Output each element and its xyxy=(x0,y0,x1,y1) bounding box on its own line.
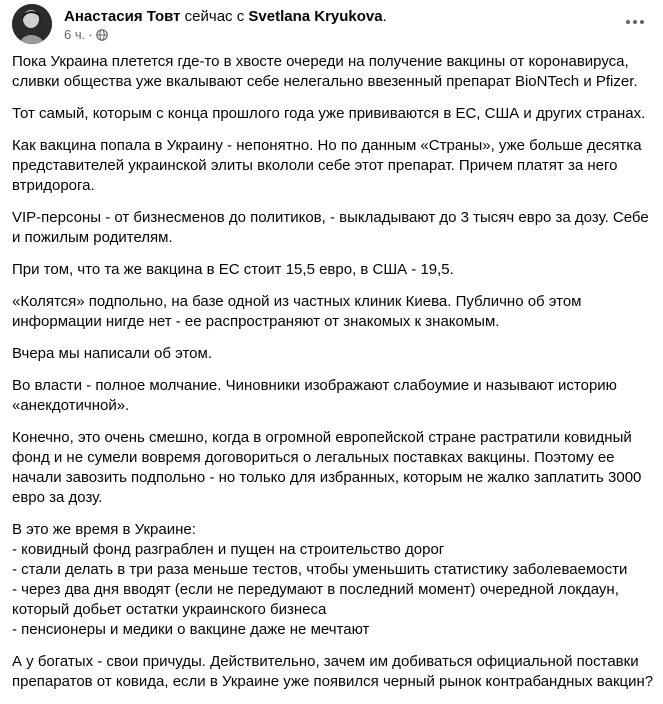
paragraph-6: «Колятся» подпольно, на базе одной из частных клиник Киева. Публично об этом информации нигде нет - ее распространяют от знакомых к знакомым. xyxy=(12,293,582,330)
list-item: - стали делать в три раза меньше тестов, чтобы уменьшить статистику заболеваемости xyxy=(12,561,628,578)
list-block xyxy=(12,520,658,640)
author-line xyxy=(64,7,387,27)
post-body xyxy=(12,52,658,704)
paragraph-2: Тот самый, которым с конца прошлого года уже прививаются в ЕС, США и других странах. xyxy=(12,105,646,122)
meta-separator: · xyxy=(88,27,93,42)
list-item: - ковидный фонд разграблен и пущен на строительство дорог xyxy=(12,541,445,558)
closing-paragraph: А у богатых - свои причуды. Действительно, зачем им добиваться официальной поставки препаратов от ковида, если в Украине уже появился черный рынок контрабандных вакцин? xyxy=(12,653,654,690)
post-header xyxy=(12,4,651,44)
paragraph-7: Вчера мы написали об этом. xyxy=(12,345,212,362)
globe-icon[interactable] xyxy=(96,29,108,41)
author-avatar[interactable] xyxy=(12,4,52,44)
paragraph-9: Конечно, это очень смешно, когда в огромной европейской стране растратили ковидный фонд и не сумели вовремя договориться о легальных поставках вакцины. Поэтому ее начали завозить подпольно - но только для избранных, которым не жалко заплатить 3000 евро за дозу. xyxy=(12,429,642,506)
author-name[interactable]: Анастасия Товт xyxy=(64,8,181,25)
list-intro: В это же время в Украине: xyxy=(12,521,196,538)
more-options-icon[interactable] xyxy=(621,12,649,32)
avatar-photo-icon xyxy=(12,4,52,44)
list-item: - через два дня вводят (если не передумают в последний момент) очередной локдаун, который добьет остатки украинского бизнеса xyxy=(12,581,619,618)
paragraph-1: Пока Украина плетется где-то в хвосте очереди на получение вакцины от коронавируса, сливки общества уже вкалывают себе нелегально ввезенный препарат BioNTech и Pfizer. xyxy=(12,53,638,90)
list-item: - пенсионеры и медики о вакцине даже не мечтают xyxy=(12,621,370,638)
post-meta xyxy=(64,27,108,43)
paragraph-4: VIP-персоны - от бизнесменов до политиков, - выкладывают до 3 тысяч евро за дозу. Себе и пожилым родителям. xyxy=(12,209,649,246)
with-text: сейчас с xyxy=(180,8,249,25)
tagged-person[interactable]: Svetlana Kryukova xyxy=(248,8,383,25)
paragraph-8: Во власти - полное молчание. Чиновники изображают слабоумие и называют историю «анекдотичной». xyxy=(12,377,617,414)
post-time[interactable]: 6 ч. xyxy=(64,27,86,42)
paragraph-5: При том, что та же вакцина в ЕС стоит 15,5 евро, в США - 19,5. xyxy=(12,261,454,278)
tagged-suffix: . xyxy=(382,8,387,25)
paragraph-3: Как вакцина попала в Украину - непонятно. Но по данным «Страны», уже больше десятка представителей украинской элиты вкололи себе этот препарат. Причем платят за него втридорога. xyxy=(12,137,642,194)
